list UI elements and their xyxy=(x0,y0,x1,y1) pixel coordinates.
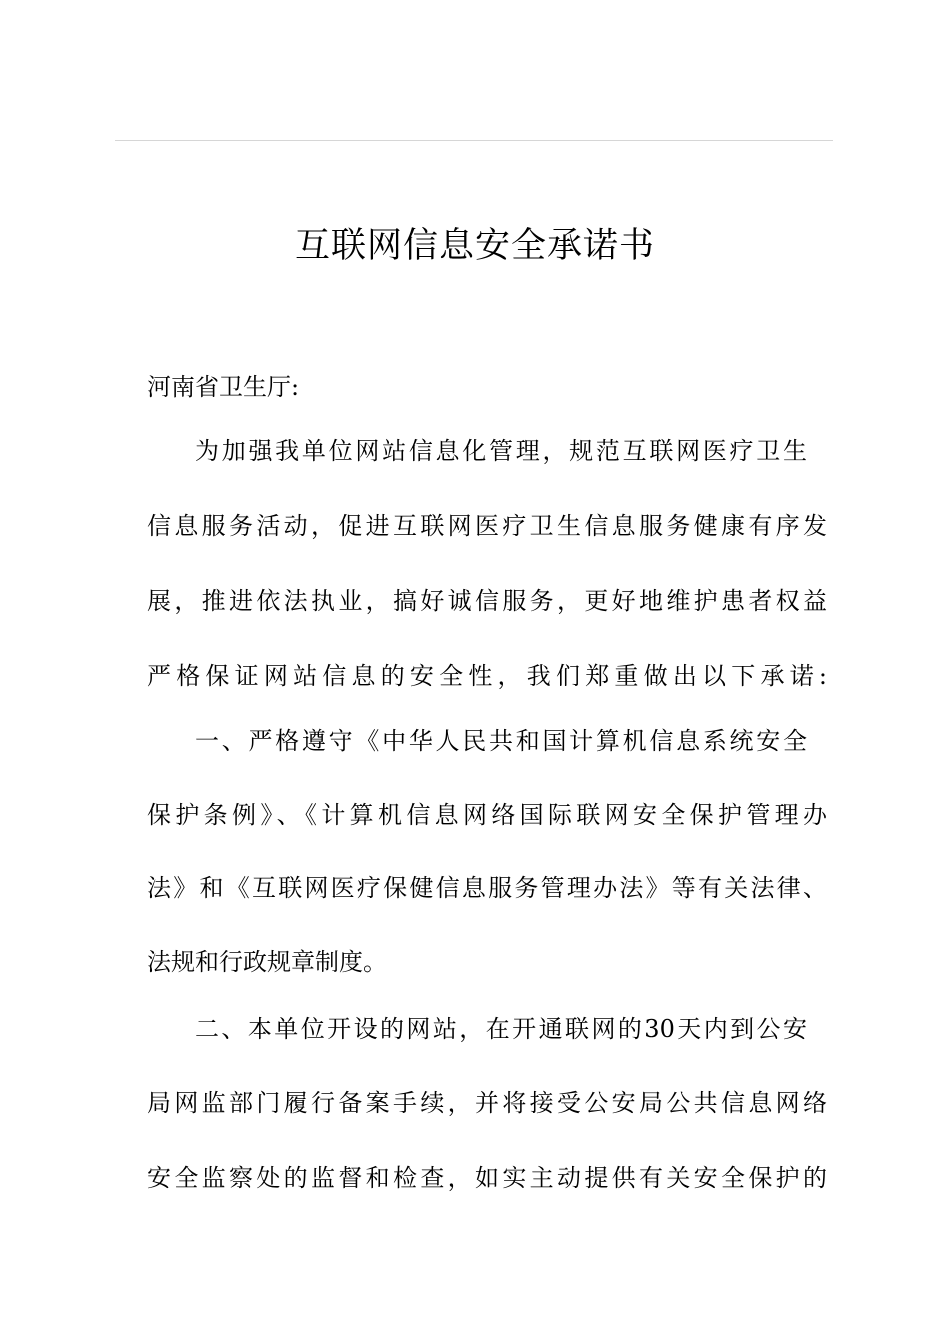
clause-two-line: 安全监察处的监督和检查，如实主动提供有关安全保护的 xyxy=(147,1164,827,1192)
header-rule xyxy=(115,140,833,141)
clause-one-line: 一、严格遵守《中华人民共和国计算机信息系统安全 xyxy=(195,727,807,755)
body-line: 严格保证网站信息的安全性，我们郑重做出以下承诺: xyxy=(147,662,827,690)
salutation: 河南省卫生厅: xyxy=(147,373,300,401)
clause-two-line: 局网监部门履行备案手续，并将接受公安局公共信息网络 xyxy=(147,1089,827,1117)
clause-one-line: 法规和行政规章制度。 xyxy=(147,948,387,976)
body-line: 为加强我单位网站信息化管理，规范互联网医疗卫生 xyxy=(195,437,807,465)
body-line: 信息服务活动，促进互联网医疗卫生信息服务健康有序发 xyxy=(147,512,827,540)
body-line: 展，推进依法执业，搞好诚信服务，更好地维护患者权益 xyxy=(147,587,827,615)
clause-two-line: 二、本单位开设的网站，在开通联网的30天内到公安 xyxy=(195,1015,807,1043)
document-title: 互联网信息安全承诺书 xyxy=(294,226,655,266)
clause-one-line: 法》和《互联网医疗保健信息服务管理办法》等有关法律、 xyxy=(147,874,827,902)
clause-one-line: 保护条例》、《计算机信息网络国际联网安全保护管理办 xyxy=(147,801,827,829)
